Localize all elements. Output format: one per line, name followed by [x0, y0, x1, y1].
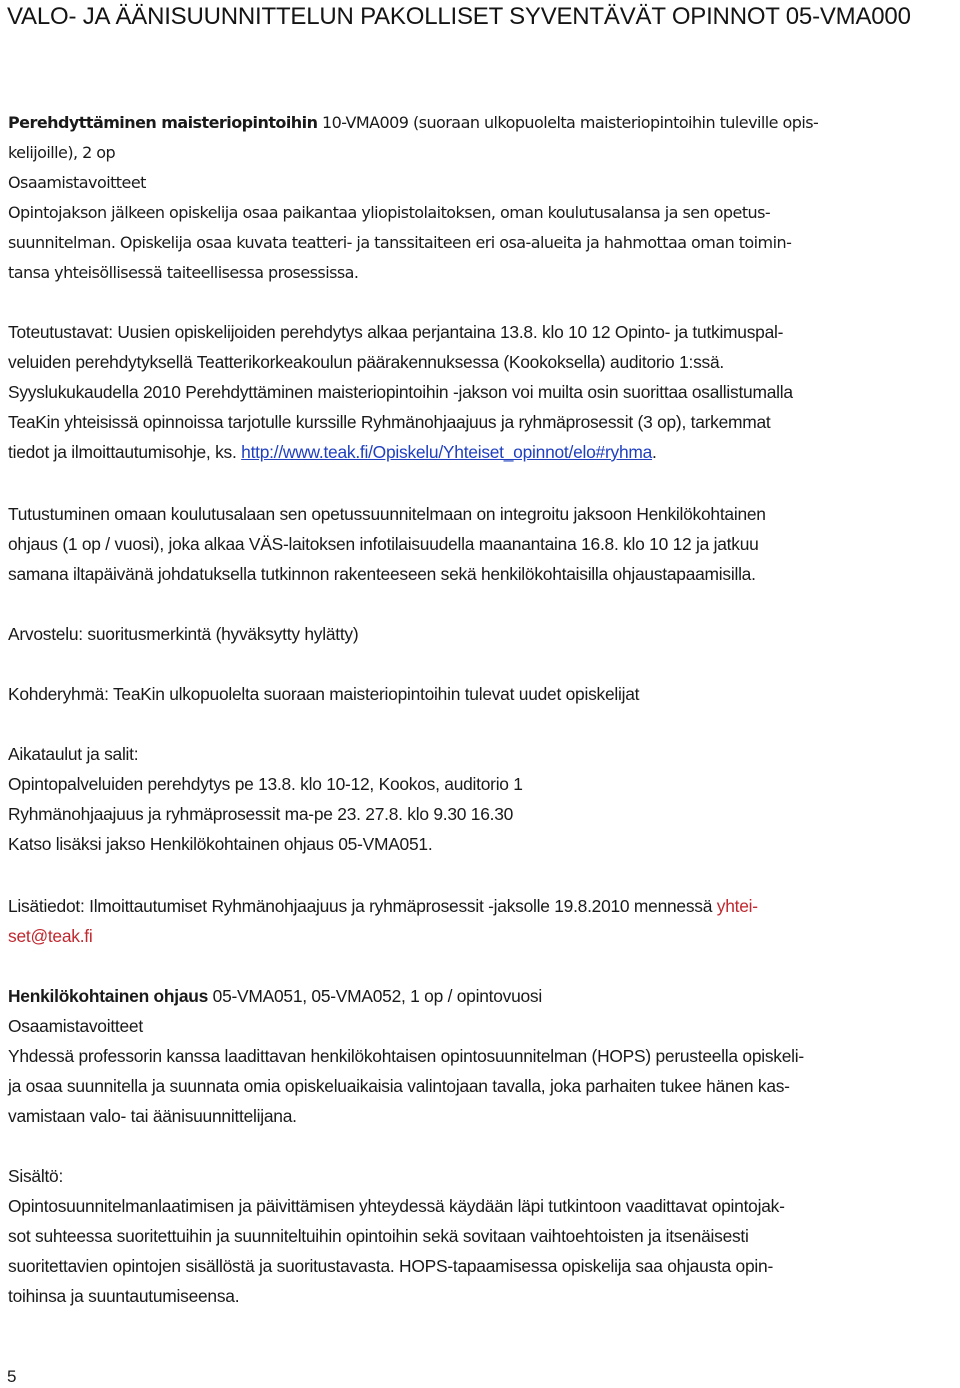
- outcomes-label: Osaamistavoitteet: [8, 1016, 143, 1036]
- email-link-cont[interactable]: set@teak.fi: [8, 926, 93, 946]
- outcomes-line: tansa yhteisöllisessä taiteellisessa prosessissa.: [8, 263, 359, 282]
- course-heading-line: [8, 112, 818, 134]
- outcomes-line: Yhdessä professorin kanssa laadittavan henkilökohtaisen opintosuunnitelman (HOPS) perusteella opiskeli-: [8, 1046, 804, 1066]
- course-heading-cont: kelijoille), 2 op: [8, 143, 116, 162]
- email-link[interactable]: yhtei-: [716, 896, 758, 916]
- target-group: Kohderyhmä: TeaKin ulkopuolelta suoraan maisteriopintoihin tulevat uudet opiskelijat: [8, 684, 640, 704]
- course-info-link[interactable]: http://www.teak.fi/Opiskelu/Yhteiset_opinnot/elo#ryhma: [241, 442, 653, 462]
- course-title: Henkilökohtainen ohjaus: [8, 986, 209, 1006]
- schedule-line: Opintopalveluiden perehdytys pe 13.8. klo 10-12, Kookos, auditorio 1: [8, 774, 523, 794]
- page-number: 5: [7, 1367, 17, 1386]
- implementation-line: Toteutustavat: Uusien opiskelijoiden perehdytys alkaa perjantaina 13.8. klo 10 12 Opinto- ja tutkimuspal-: [8, 322, 784, 342]
- outcomes-line: Opintojakson jälkeen opiskelija osaa paikantaa yliopistolaitoksen, oman koulutusalansa ja sen opetus-: [8, 203, 771, 222]
- content-line: toihinsa ja suuntautumiseensa.: [8, 1286, 240, 1306]
- course-code-and-scope: 05-VMA051, 05-VMA052, 1 op / opintovuosi: [208, 986, 542, 1006]
- implementation-line: Syyslukukaudella 2010 Perehdyttäminen maisteriopintoihin -jakson voi muilta osin suorittaa osallistumalla: [8, 382, 793, 402]
- content-label: Sisältö:: [8, 1166, 64, 1186]
- implementation-line: veluiden perehdytyksellä Teatterikorkeakoulun päärakennuksessa (Kookoksella) auditorio 1:ssä.: [8, 352, 724, 372]
- content-line: sot suhteessa suoritettuihin ja suunniteltuihin opintoihin sekä sovitaan vaihtoehtoisten ja itsenäisesti: [8, 1226, 749, 1246]
- orientation-line: ohjaus (1 op / vuosi), joka alkaa VÄS-laitoksen infotilaisuudella maanantaina 16.8. klo 10 12 ja jatkuu: [8, 534, 759, 554]
- link-suffix: .: [652, 442, 657, 462]
- course-title: Perehdyttäminen maisteriopintoihin: [8, 113, 318, 132]
- assessment: Arvostelu: suoritusmerkintä (hyväksytty hylätty): [8, 624, 359, 644]
- outcomes-line: vamistaan valo- tai äänisuunnittelijana.: [8, 1106, 297, 1126]
- more-info-line-cont: [8, 925, 93, 947]
- outcomes-line: ja osaa suunnitella ja suunnata omia opiskeluaikaisia valintojaan tavalla, joka parhaiten tukee hänen kas-: [8, 1076, 790, 1096]
- content-line: suoritettavien opintojen sisällöstä ja suoritustavasta. HOPS-tapaamisessa opiskelija saa ohjausta opin-: [8, 1256, 773, 1276]
- schedule-line: Ryhmänohjaajuus ja ryhmäprosessit ma-pe 23. 27.8. klo 9.30 16.30: [8, 804, 514, 824]
- more-info-text: Lisätiedot: Ilmoittautumiset Ryhmänohjaajuus ja ryhmäprosessit -jaksolle 19.8.2010 mennessä: [8, 896, 717, 916]
- link-prefix: tiedot ja ilmoittautumisohje, ks.: [8, 442, 242, 462]
- content-line: Opintosuunnitelmanlaatimisen ja päivittämisen yhteydessä käydään läpi tutkintoon vaadittavat opintojak-: [8, 1196, 785, 1216]
- orientation-line: Tutustuminen omaan koulutusalaan sen opetussuunnitelmaan on integroitu jaksoon Henkilökohtainen: [8, 504, 766, 524]
- course-heading-line: [8, 985, 542, 1007]
- implementation-line-with-link: [8, 441, 657, 463]
- page-title: VALO- JA ÄÄNISUUNNITTELUN PAKOLLISET SYVENTÄVÄT OPINNOT 05-VMA000: [7, 3, 911, 30]
- outcomes-label: Osaamistavoitteet: [8, 173, 146, 192]
- more-info-line: [8, 895, 758, 917]
- orientation-line: samana iltapäivänä johdatuksella tutkinnon rakenteeseen sekä henkilökohtaisilla ohjaustapaamisilla.: [8, 564, 756, 584]
- outcomes-line: suunnitelman. Opiskelija osaa kuvata teatteri- ja tanssitaiteen eri osa-alueita ja hahmottaa oman toimin-: [8, 233, 792, 252]
- schedule-line: Katso lisäksi jakso Henkilökohtainen ohjaus 05-VMA051.: [8, 834, 433, 854]
- implementation-line: TeaKin yhteisissä opinnoissa tarjotulle kurssille Ryhmänohjaajuus ja ryhmäprosessit (3 op), tarkemmat: [8, 412, 771, 432]
- course-code-and-scope: 10-VMA009 (suoraan ulkopuolelta maisteriopintoihin tuleville opis-: [317, 113, 819, 132]
- schedule-label: Aikataulut ja salit:: [8, 744, 139, 764]
